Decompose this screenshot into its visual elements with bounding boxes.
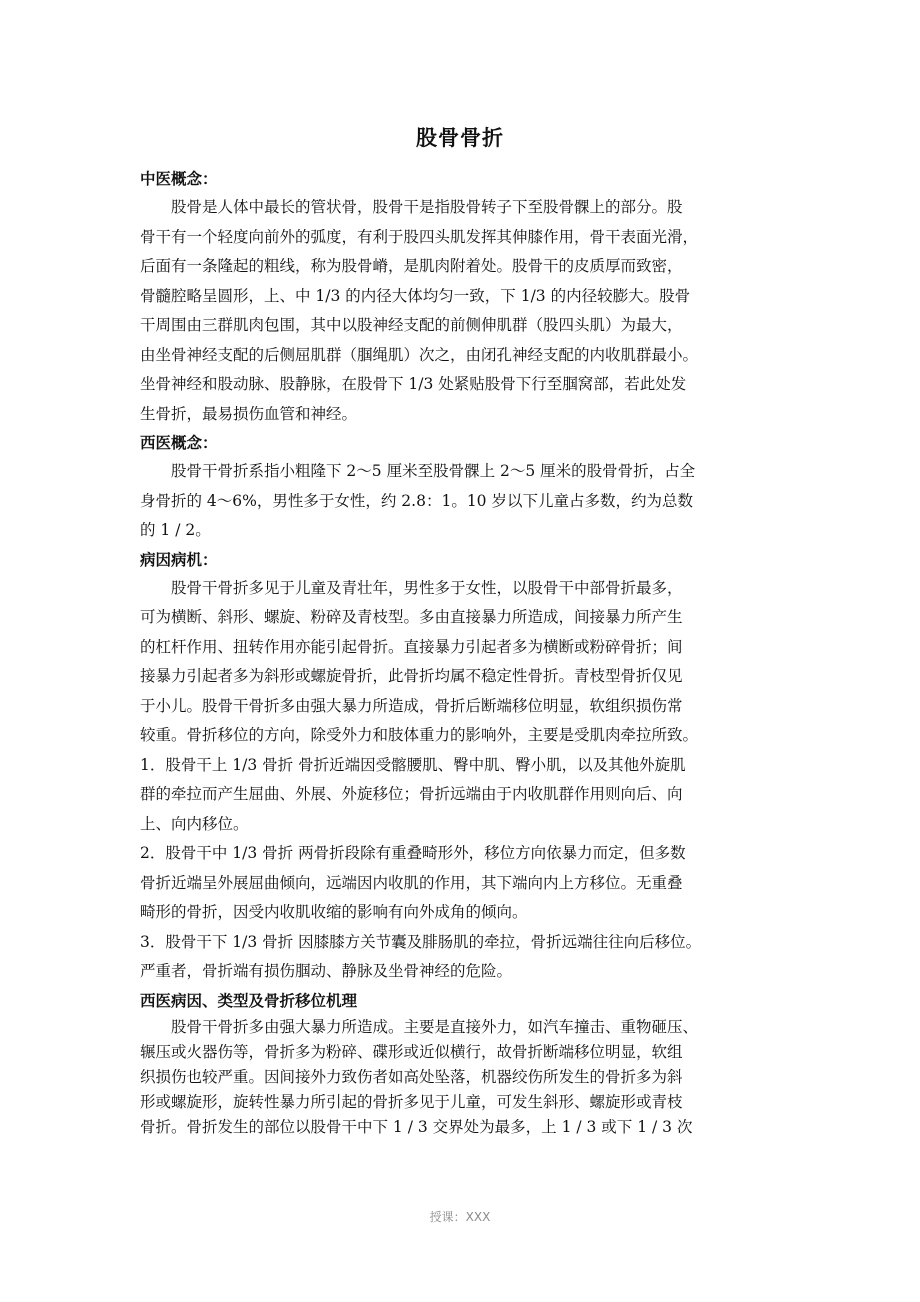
text-line: 于小儿。股骨干骨折多由强大暴力所造成，骨折后断端移位明显，软组织损伤常 [140, 696, 683, 715]
text-line: 接暴力引起者多为斜形或螺旋骨折，此骨折均属不稳定性骨折。青枝型骨折仅见 [140, 667, 683, 685]
text-line: 骨折近端呈外展屈曲倾向，远端因内收肌的作用，其下端向内上方移位。无重叠 [140, 873, 683, 892]
text-line: 的 1 / 2。 [140, 521, 211, 539]
paragraph-mechanism [140, 1015, 792, 1140]
document-title: 股骨骨折 [416, 126, 504, 150]
text-line: 骨干有一个轻度向前外的弧度，有利于股四头肌发挥其伸膝作用，骨干表面光滑， [140, 227, 699, 246]
text-line: 股骨是人体中最长的管状骨，股骨干是指股骨转子下至股骨髁上的部分。股 [140, 198, 683, 216]
text-line: 骨折。骨折发生的部位以股骨干中下 1 / 3 交界处为最多，上 1 / 3 或下 1 / 3 次 [140, 1117, 693, 1136]
section-heading-tcm: 中医概念： [140, 170, 218, 188]
text-line: 股骨干骨折多见于儿童及青壮年，男性多于女性，以股骨干中部骨折最多， [140, 578, 683, 597]
text-line: 辗压或火器伤等，骨折多为粉碎、碟形或近似横行，故骨折断端移位明显，软组 [140, 1042, 683, 1061]
text-line: 严重者，骨折端有损伤腘动、静脉及坐骨神经的危险。 [140, 962, 513, 980]
text-line: 坐骨神经和股动脉、股静脉，在股骨下 1/3 处紧贴股骨下行至腘窝部，若此处发 [140, 375, 687, 393]
text-line: 上、向内移位。 [140, 814, 249, 833]
text-line: 较重。骨折移位的方向，除受外力和肢体重力的影响外，主要是受肌肉牵拉所致。 [140, 726, 699, 744]
text-line: 的杠杆作用、扭转作用亦能引起骨折。直接暴力引起者多为横断或粉碎骨折；间 [140, 637, 683, 656]
paragraph-western [140, 457, 792, 546]
text-line: 群的牵拉而产生屈曲、外展、外旋移位；骨折远端由于内收肌群作用则向后、向 [140, 785, 683, 803]
text-line: 生骨折，最易损伤血管和神经。 [140, 404, 358, 423]
document-body [140, 165, 792, 1140]
text-line: 骨髓腔略呈圆形，上、中 1/3 的内径大体均匀一致，下 1/3 的内径较膨大。股骨 [140, 286, 691, 305]
page-footer: 授课：XXX [429, 1210, 491, 1224]
text-line: 股骨干骨折系指小粗隆下 2～5 厘米至股骨髁上 2～5 厘米的股骨骨折，占全 [140, 462, 696, 480]
paragraph-etiology [140, 574, 792, 987]
paragraph-tcm [140, 193, 792, 429]
text-line: 2．股骨干中 1/3 骨折 两骨折段除有重叠畸形外，移位方向依暴力而定，但多数 [140, 844, 686, 862]
text-line: 畸形的骨折，因受内收肌收缩的影响有向外成角的倾向。 [140, 903, 528, 921]
text-line: 股骨干骨折多由强大暴力所造成。主要是直接外力，如汽车撞击、重物砸压、 [140, 1017, 699, 1036]
text-line: 由坐骨神经支配的后侧屈肌群（腘绳肌）次之，由闭孔神经支配的内收肌群最小。 [140, 345, 699, 364]
text-line: 身骨折的 4～6%，男性多于女性，约 2.8：1。10 岁以下儿童占多数，约为总数 [140, 491, 693, 510]
text-line: 1．股骨干上 1/3 骨折 骨折近端因受髂腰肌、臀中肌、臀小肌，以及其他外旋肌 [140, 755, 686, 774]
section-heading-western: 西医概念： [140, 434, 218, 452]
section-heading-mechanism: 西医病因、类型及骨折移位机理 [140, 991, 358, 1010]
text-line: 可为横断、斜形、螺旋、粉碎及青枝型。多由直接暴力所造成，间接暴力所产生 [140, 608, 683, 626]
text-line: 织损伤也较严重。因间接外力致伤者如高处坠落，机器绞伤所发生的骨折多为斜 [140, 1067, 683, 1086]
text-line: 干周围由三群肌肉包围，其中以股神经支配的前侧伸肌群（股四头肌）为最大， [140, 316, 683, 334]
text-line: 后面有一条隆起的粗线，称为股骨嵴，是肌肉附着处。股骨干的皮质厚而致密， [140, 257, 683, 275]
text-line: 形或螺旋形，旋转性暴力所引起的骨折多见于儿童，可发生斜形、螺旋形或青枝 [140, 1092, 683, 1111]
text-line: 3．股骨干下 1/3 骨折 因膝膝方关节囊及腓肠肌的牵拉，骨折远端往往向后移位。 [140, 932, 702, 951]
section-heading-etiology: 病因病机： [140, 550, 218, 569]
